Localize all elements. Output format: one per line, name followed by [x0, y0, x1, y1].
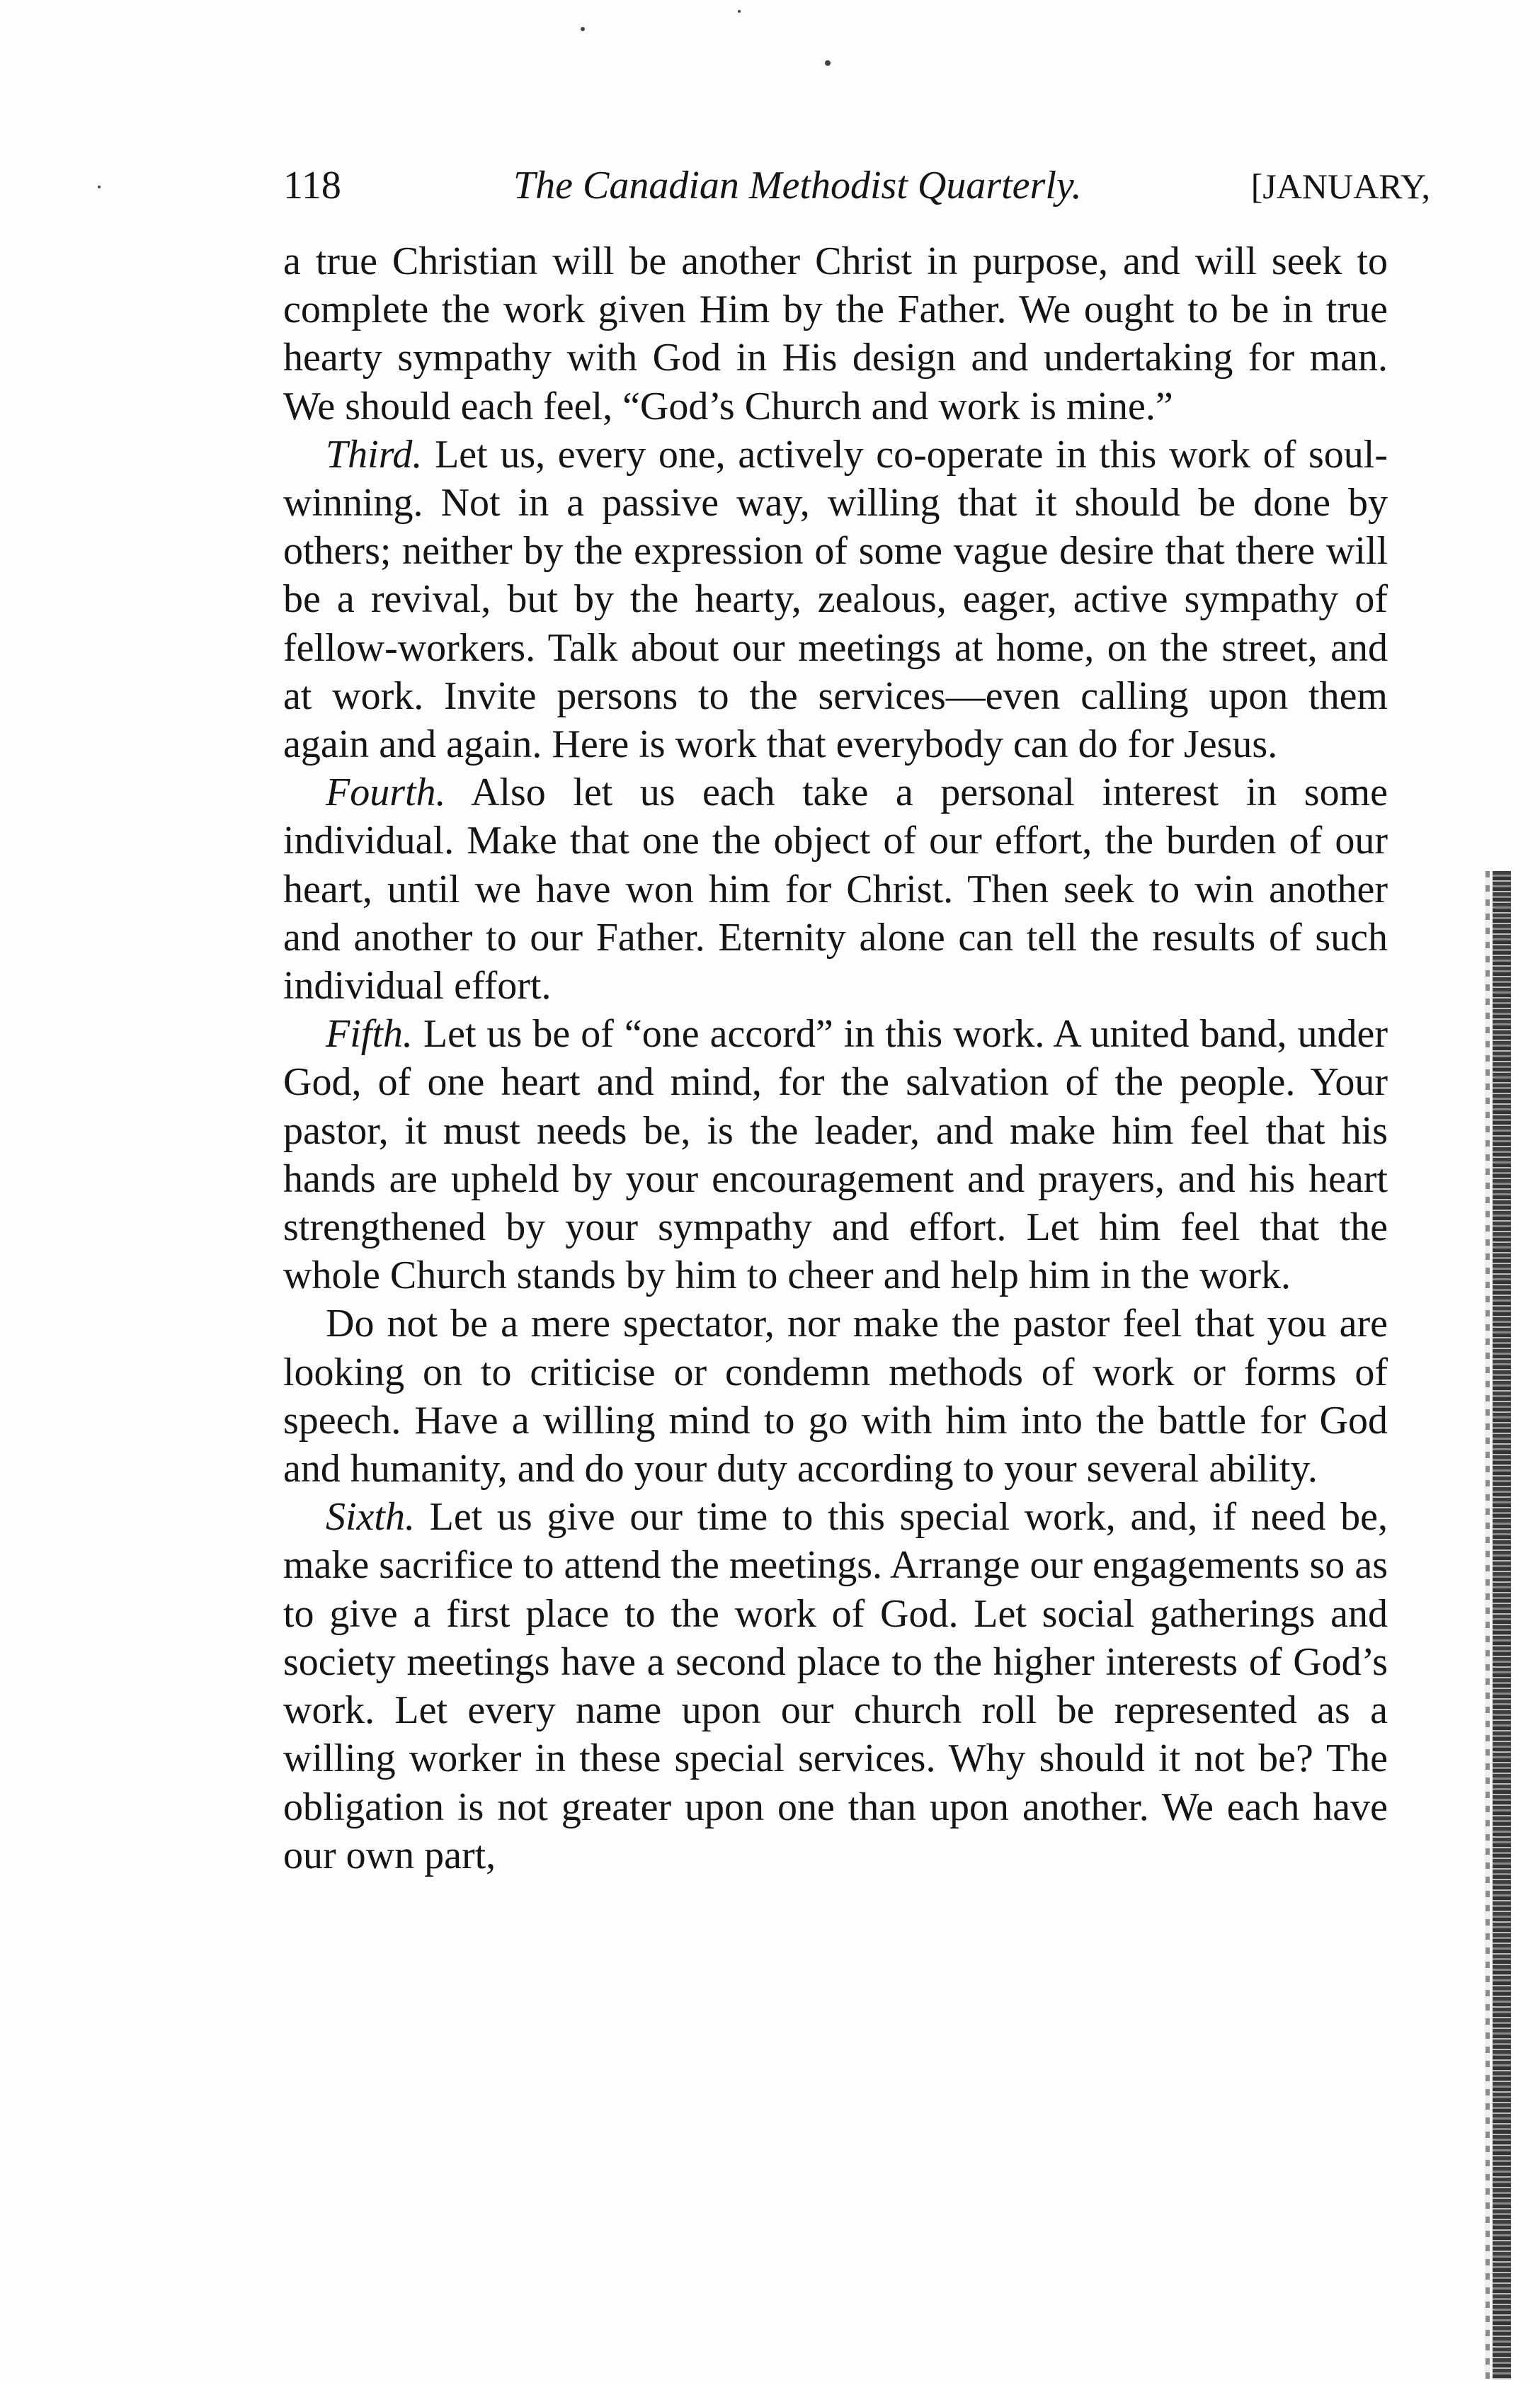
scan-speck	[581, 27, 585, 31]
paragraph-text: a true Christian will be another Christ in purpose, and will seek to complete the work given Him by the Father. We ought to be in true hearty sympathy with God in His design and undertaking for man. We should each feel, “God’s Church and work is mine.”	[283, 239, 1388, 428]
scan-speck	[738, 10, 741, 13]
body-text	[283, 237, 1388, 1879]
paragraph-lead: Sixth.	[326, 1495, 415, 1540]
binding-shadow	[1485, 871, 1490, 2379]
paragraph-sixth	[283, 1493, 1388, 1879]
paragraph-text: Also let us each take a personal interest in some individual. Make that one the object of our effort, the burden of our heart, until we have won him for Christ. Then seek to win another and another to our Father. Eternity alone can tell the results of such individual effort.	[283, 770, 1388, 1008]
paragraph-text: Let us be of “one accord” in this work. A united band, under God, of one heart and mind, for the salvation of the people. Your pastor, it must needs be, is the leader, and make him feel that his hands are upheld by your encouragement and prayers, and his heart strengthened by your sympathy and effort. Let him feel that the whole Church stands by him to cheer and help him in the work.	[283, 1012, 1388, 1298]
running-header	[283, 163, 1430, 220]
paragraph-lead: Third.	[326, 432, 423, 477]
paragraph-lead: Fourth.	[326, 770, 446, 815]
paragraph-spectator	[283, 1299, 1388, 1493]
paragraph-third	[283, 431, 1388, 768]
page-number: 118	[283, 164, 341, 207]
paragraph-lead: Fifth.	[326, 1012, 413, 1057]
paragraph-text: Let us, every one, actively co-operate in this work of soul-winning. Not in a passive way, willing that it should be done by others; neither by the expression of some vague desire that there will be a revival, but by the hearty, zealous, eager, active sympathy of fellow-workers. Talk about our meetings at home, on the street, and at work. Invite persons to the services—even calling upon them again and again. Here is work that everybody can do for Jesus.	[283, 432, 1388, 767]
running-month: [JANUARY,	[1250, 166, 1430, 206]
paragraph-text: Let us give our time to this special work, and, if need be, make sacrifice to attend the meetings. Arrange our engagements so as to give a first place to the work of God. Let social gatherings and society meetings have a second place to the higher interests of God’s work. Let every name upon our church roll be represented as a willing worker in these special services. Why should it not be? The obligation is not greater upon one than upon another. We each have our own part,	[283, 1495, 1388, 1877]
paragraph-fourth	[283, 768, 1388, 1010]
scan-speck	[825, 60, 831, 66]
paragraph-fifth	[283, 1010, 1388, 1299]
running-title: The Canadian Methodist Quarterly.	[513, 164, 1082, 207]
paragraph-text: Do not be a mere spectator, nor make the pastor feel that you are looking on to criticise or condemn methods of work or forms of speech. Have a willing mind to go with him into the battle for God and humanity, and do your duty according to your several ability.	[283, 1302, 1388, 1491]
scan-speck	[98, 186, 101, 188]
binding-edge	[1493, 871, 1511, 2379]
paragraph-continued	[283, 237, 1388, 431]
